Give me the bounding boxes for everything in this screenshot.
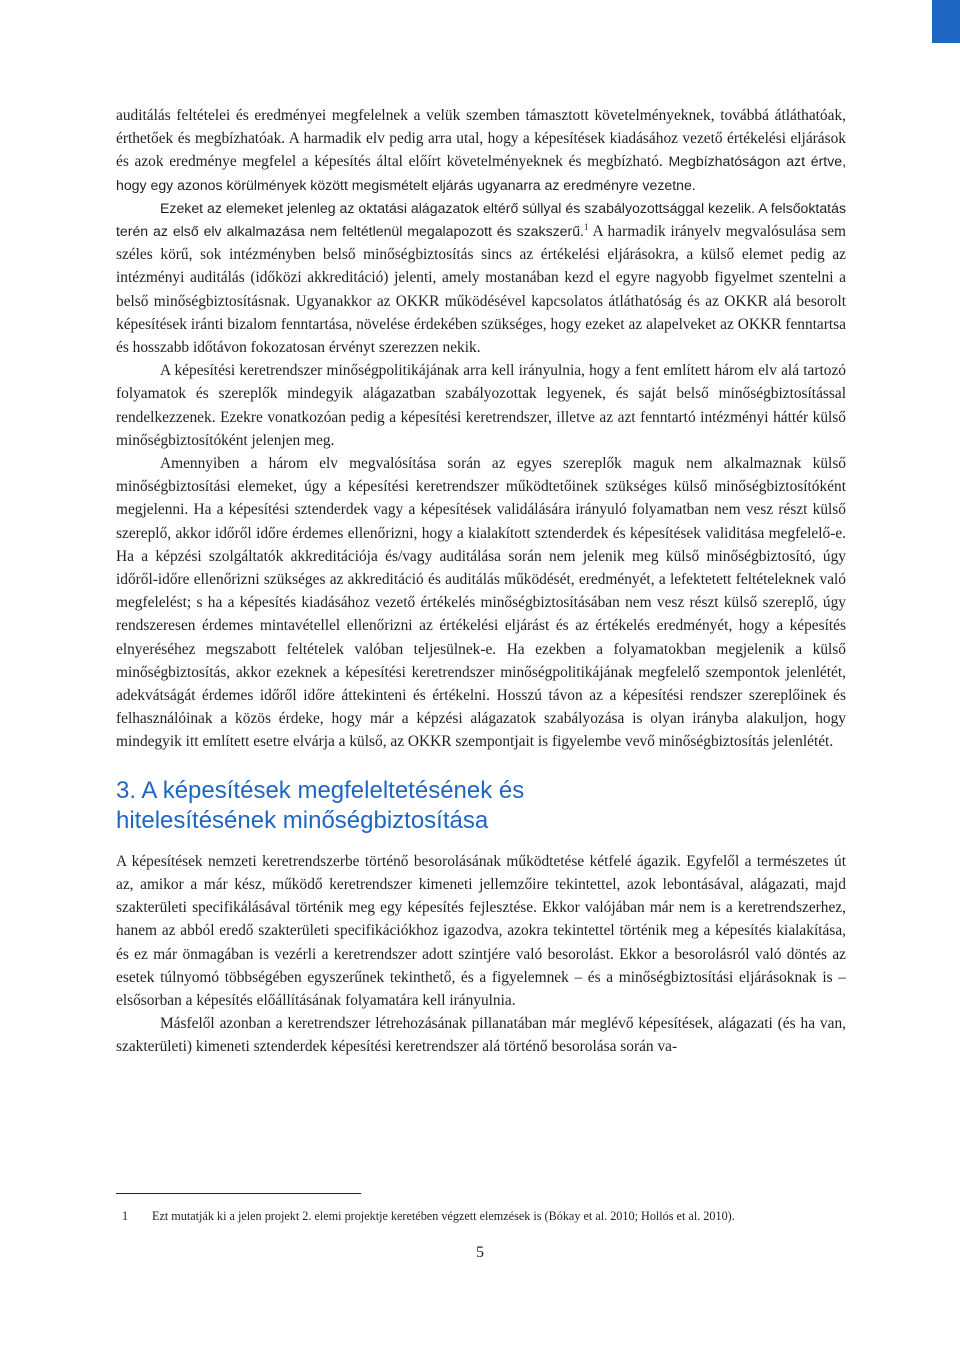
footnote-number: 1 [122, 1209, 129, 1223]
body-text [116, 104, 846, 1059]
paragraph-1-part-a: auditálás feltételei és eredményei megfelelnek a velük szemben támasztott követelményeknek, továbbá átláthatóak, érthetőek és megbízhatóak. A harmadik elv pedig arra utal, hogy a képesítések kiadásához vezető értékelési eljárások és azok eredménye megfelel a képesítés által előírt követelményeknek és megbízható. [116, 107, 846, 171]
paragraph-2 [116, 197, 846, 359]
footnote-divider [116, 1193, 361, 1194]
paragraph-1-part-b: Megbízhatóságon azt értve, hogy egy azonos körülmények között megismételt eljárás ugyanarra az eredményre vezetne. [116, 153, 846, 193]
section-heading-line-2: hitelesítésének minőségbiztosítása [116, 806, 489, 834]
section-heading-line-1: 3. A képesítések megfeleltetésének és [116, 776, 525, 804]
paragraph-2-part-b: A harmadik irányelv megvalósulása sem széles körű, sok intézményben belső minőségbiztosítás sincs az értékelési eljárásokra, a külső elemet pedig az intézményi auditálás (időközi akkreditáció) jelenti, amely mostanában kezd el egyre nagyobb figyelmet szentelni a belső minőségbiztosításnak. Ugyanakkor az OKKR működésével kapcsolatos átláthatóság és az OKKR alá besorolt képesítések iránti bizalom fenntartása, növelése érdekében szükséges, hogy ezeket az alapelveket az OKKR fenntartsa és hosszabb időtávon fokozatosan érvényt szerezzen nekik. [116, 223, 847, 357]
paragraph-6: Másfelől azonban a keretrendszer létrehozásának pillanatában már meglévő képesítések, alágazati (és ha van, szakterületi) kimeneti sztenderdek képesítési keretrendszer alá történő besorolása során va- [116, 1015, 846, 1056]
footnote [116, 1208, 846, 1224]
footnote-text: Ezt mutatják ki a jelen projekt 2. elemi projektje keretében végzett elemzések is (Bókay et al. 2010; Hollós et al. 2010). [152, 1209, 735, 1223]
paragraph-5: A képesítések nemzeti keretrendszerbe történő besorolásának működtetése kétfelé ágazik. Egyfelől a természetes út az, amikor a már kész, működő keretrendszer kimeneti jellemzőire tekintettel, azok lebontásával, alágazati, majd szakterületi specifikálásával történik meg egy képesítés fejlesztése. Ekkor valójában már nem is a keretrendszerhez, hanem az abból eredő szakterületi specifikációkhoz igazodva, azokra tekintettel történik meg a képesítés kialakítása, és ez már önmagában is vezérli a keretrendszer adott szintjére való besorolást. Ekkor a besorolásról való döntés az esetek túlnyomó többségében egyszerűnek tekinthető, és a figyelemnek – és a minőségbiztosítási eljárásoknak is – elsősorban a képesítés előállításának folyamatára kell irányulnia. [116, 852, 846, 1009]
paragraph-1 [116, 104, 846, 197]
paragraph-4: Amennyiben a három elv megvalósítása során az egyes szereplők maguk nem alkalmaznak külső minőségbiztosítási elemeket, úgy a képesítési keretrendszer működtetőinek szükséges külső minőségbiztosítóként megjelenni. Ha a képesítési sztenderdek vagy a képesítések validálására irányuló folyamatban nem vesz részt külső szereplő, akkor időről időre érdemes ellenőrizni, hogy a kialakított sztenderdek és képesítések validitása megfelelő-e. Ha a képzési szolgáltatók akkreditációja és/vagy auditálása során nem jelenik meg külső minőségbiztosító, úgy időről-időre ellenőrizni szükséges az akkreditáció és auditálás működését, eredményét, a lefektetett feltételeknek való megfelelést; s ha a képesítés kiadásához vezető értékelés minőségbiztosításában nem vesz részt külső szereplő, úgy rendszeresen érdemes mintavétellel ellenőrizni az értékelési eljárást és az értékelés eredményét, hogy a képesítés elnyeréséhez megszabott feltételek valóban teljesülnek-e. Ha ezekben a folyamatokban megjelenik a külső minőségbiztosítás, akkor ezeknek a képesítési keretrendszer minőségpolitikájának megfelelő szempontok jelenlétét, adekvátságát érdemes időről időre áttekinteni és értékelni. Hosszú távon az a képesítési rendszer szereplőinek és felhasználóinak a közös érdeke, hogy már a képzési alágazatok szabályozása is olyan irányba alakuljon, hogy mindegyik itt említett esetre elvárja a külső, az OKKR szempontjait is figyelembe vevő minőségbiztosítás jelenlétét. [116, 455, 846, 751]
corner-tab-marker [932, 0, 960, 43]
footnote-reference[interactable]: 1 [583, 221, 589, 232]
paragraph-2-part-a: Ezeket az elemeket jelenleg az oktatási alágazatok eltérő súllyal és szabályozottsággal kezelik. A felsőoktatás terén az első elv alkalmazása nem feltétlenül megalapozott és szakszerű. [116, 199, 846, 240]
section-heading [116, 776, 846, 836]
page-number: 5 [476, 1244, 484, 1261]
paragraph-3: A képesítési keretrendszer minőségpolitikájának arra kell irányulnia, hogy a fent említett három elv alá tartozó folyamatok és szereplők mindegyik alágazatban szabályozottak legyenek, és saját belső minőségbiztosítással rendelkezzenek. Ezekre vonatkozóan pedig a képesítési keretrendszer, illetve az azt fenntartó intézményi háttér külső minőségbiztosítóként jelenjen meg. [116, 362, 846, 449]
